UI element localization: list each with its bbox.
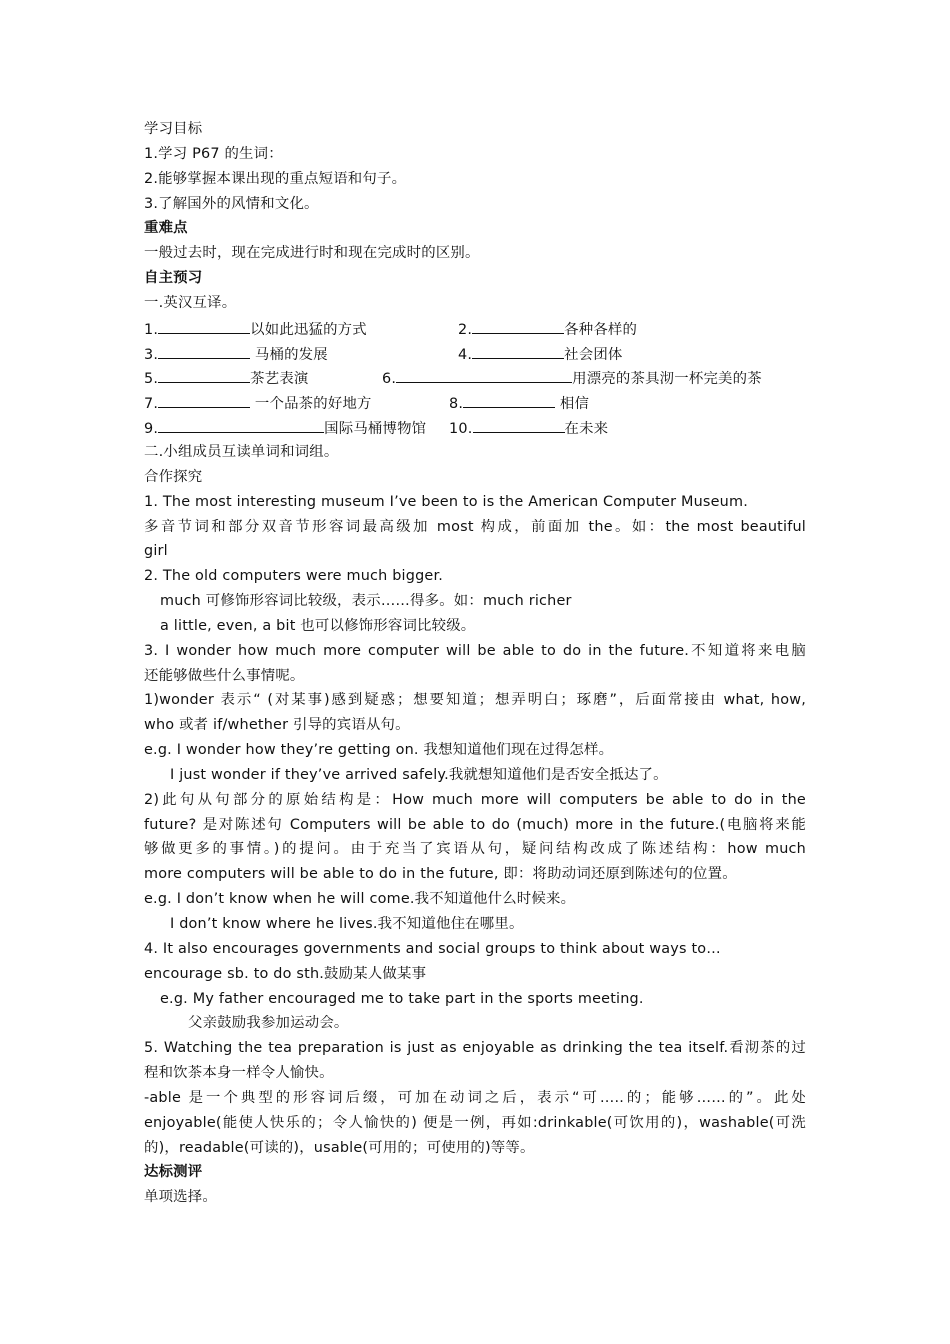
answer-blank[interactable] [158,415,324,433]
key-points-heading: 重难点 [144,220,188,237]
goal-item: 1.学习 P67 的生词： [144,145,283,162]
explore-line: 1)wonder 表示“ (对某事)感到疑惑；想要知道；想弄明白；琢磨”，后面常接由 what, how, [144,692,806,709]
answer-blank[interactable] [158,316,250,334]
assessment-text: 单项选择。 [144,1189,217,1206]
exercise-row [144,415,806,440]
answer-blank[interactable] [158,365,250,383]
exercise-10: 10. 在未来 [449,415,608,442]
exercise-1: 1. 以如此迅猛的方式 [144,316,367,343]
explore-line: 2. The old computers were much bigger. [144,568,444,585]
explore-line: e.g. I don’t know when he will come.我不知道他什么时候来。 [144,891,576,908]
explore-line: e.g. My father encouraged me to take part in the sports meeting. [160,990,644,1007]
explore-line: more computers will be able to do in the future, 即：将助动词还原到陈述句的位置。 [144,866,737,883]
goal-item: 2.能够掌握本课出现的重点短语和句子。 [144,170,407,187]
answer-blank[interactable] [473,415,565,433]
explore-line: 1. The most interesting museum I’ve been to is the American Computer Museum. [144,493,748,510]
explore-line: I don’t know where he lives.我不知道他住在哪里。 [170,916,524,932]
answer-blank[interactable] [158,390,250,408]
answer-blank[interactable] [472,341,564,359]
explore-line: girl [144,543,168,560]
explore-line: 4. It also encourages governments and social groups to think about ways to… [144,940,721,957]
assessment-heading: 达标测评 [144,1164,203,1181]
key-points-text: 一般过去时，现在完成进行时和现在完成时的区别。 [144,245,480,262]
exercise-row [144,341,806,366]
exercise-row [144,365,806,390]
exercise-row [144,316,806,341]
explore-line: 的)，readable(可读的)，usable(可用的；可使用的)等等。 [144,1139,535,1156]
answer-blank[interactable] [472,316,564,334]
exercise-2: 2. 各种各样的 [458,316,637,343]
explore-line: -able 是一个典型的形容词后缀，可加在动词之后，表示“可…..的；能够……的”。此处 [144,1089,806,1106]
exercise-4: 4. 社会团体 [458,341,623,368]
explore-line: 够做更多的事情。)的提问。由于充当了宾语从句，疑问结构改成了陈述结构：how much [144,841,806,858]
explore-line: e.g. I wonder how they’re getting on. 我想知道他们现在过得怎样。 [144,742,614,759]
exercise-row [144,390,806,415]
answer-blank[interactable] [158,341,250,359]
preview-part2: 二.小组成员互读单词和词组。 [144,443,339,460]
exercise-9: 9. 国际马桶博物馆 [144,415,426,442]
preview-part1: 一.英汉互译。 [144,294,237,311]
answer-blank[interactable] [396,365,572,383]
explore-line: I just wonder if they’ve arrived safely.我就想知道他们是否安全抵达了。 [170,766,668,783]
explore-heading: 合作探究 [144,468,203,485]
preview-heading: 自主预习 [144,270,203,287]
explore-line: much 可修饰形容词比较级，表示……得多。如：much richer [160,593,572,610]
goals-heading: 学习目标 [144,121,203,137]
explore-line: 程和饮茶本身一样令人愉快。 [144,1065,334,1082]
explore-line: 3. I wonder how much more computer will be able to do in the future.不知道将来电脑 [144,642,806,659]
explore-line: 父亲鼓励我参加运动会。 [188,1015,349,1032]
exercise-3: 3. 马桶的发展 [144,341,328,368]
exercise-5: 5. 茶艺表演 [144,365,309,392]
explore-line: a little, even, a bit 也可以修饰形容词比较级。 [160,617,476,634]
explore-line: 还能够做些什么事情呢。 [144,667,305,684]
document-page [144,117,806,1210]
exercise-6: 6. 用漂亮的茶具沏一杯完美的茶 [382,365,762,392]
explore-line: 多音节词和部分双音节形容词最高级加 most 构成，前面加 the。如：the most beautiful [144,518,806,535]
explore-line: who 或者 if/whether 引导的宾语从句。 [144,717,410,734]
exercise-7: 7. 一个品茶的好地方 [144,390,372,417]
explore-line: enjoyable(能使人快乐的；令人愉快的) 便是一例，再如:drinkable(可饮用的)，washable(可洗 [144,1114,806,1131]
explore-line: encourage sb. to do sth.鼓励某人做某事 [144,965,427,982]
explore-line: 2)此句从句部分的原始结构是：How much more will computers be able to do in the [144,791,806,808]
explore-line: 5. Watching the tea preparation is just as enjoyable as drinking the tea itself.看沏茶的过 [144,1040,806,1057]
goal-item: 3.了解国外的风情和文化。 [144,195,319,212]
exercise-8: 8. 相信 [449,390,589,417]
explore-line: future? 是对陈述句 Computers will be able to do (much) more in the future.(电脑将来能 [144,816,806,833]
answer-blank[interactable] [463,390,555,408]
